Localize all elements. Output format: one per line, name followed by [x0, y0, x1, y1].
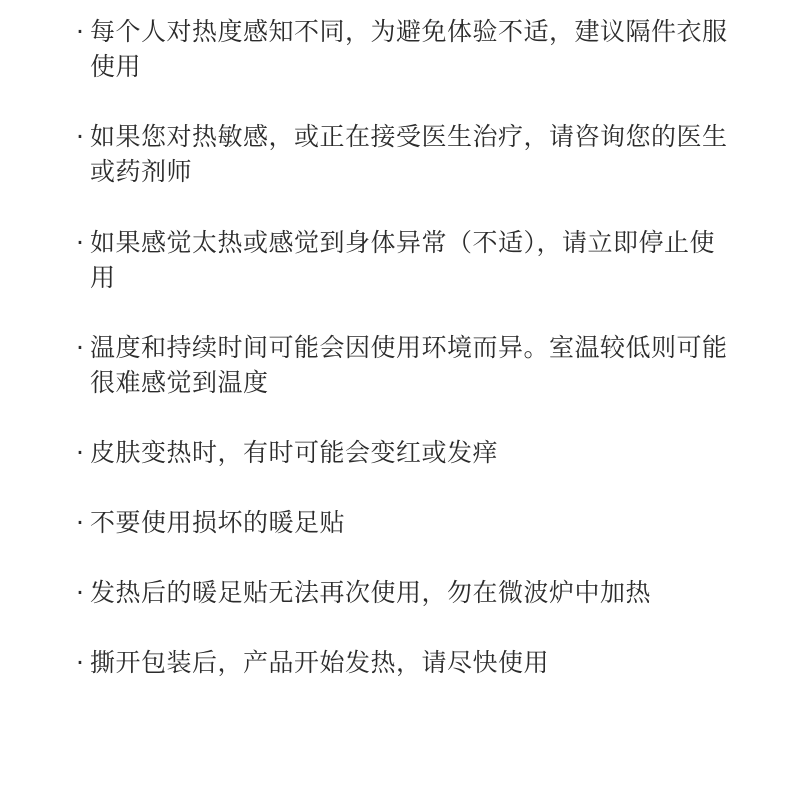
bullet: ·: [76, 578, 85, 607]
notice-text: 每个人对热度感知不同，为避免体验不适，建议隔件衣服使用: [90, 17, 728, 81]
notice-text: 如果您对热敏感，或正在接受医生治疗，请咨询您的医生或药剂师: [90, 122, 728, 186]
notice-item: [76, 505, 736, 540]
bullet: ·: [76, 333, 85, 362]
notice-text: 撕开包装后，产品开始发热，请尽快使用: [90, 648, 550, 677]
bullet: ·: [76, 648, 85, 677]
bullet: ·: [76, 122, 85, 151]
bullet: ·: [76, 17, 85, 46]
notice-item: [76, 330, 736, 400]
notice-item: [76, 14, 736, 84]
bullet: ·: [76, 438, 85, 467]
notice-item: [76, 119, 736, 189]
notice-text: 皮肤变热时，有时可能会变红或发痒: [90, 438, 499, 467]
notice-item: [76, 435, 736, 470]
bullet: ·: [76, 228, 85, 257]
notice-item: [76, 225, 736, 295]
notice-text: 温度和持续时间可能会因使用环境而异。室温较低则可能很难感觉到温度: [90, 333, 728, 397]
notice-text: 不要使用损坏的暖足贴: [90, 508, 346, 537]
bullet: ·: [76, 508, 85, 537]
notice-text: 如果感觉太热或感觉到身体异常（不适），请立即停止使用: [90, 228, 716, 292]
notice-item: [76, 575, 736, 610]
notice-item: [76, 645, 736, 680]
notice-text: 发热后的暖足贴无法再次使用，勿在微波炉中加热: [90, 578, 652, 607]
